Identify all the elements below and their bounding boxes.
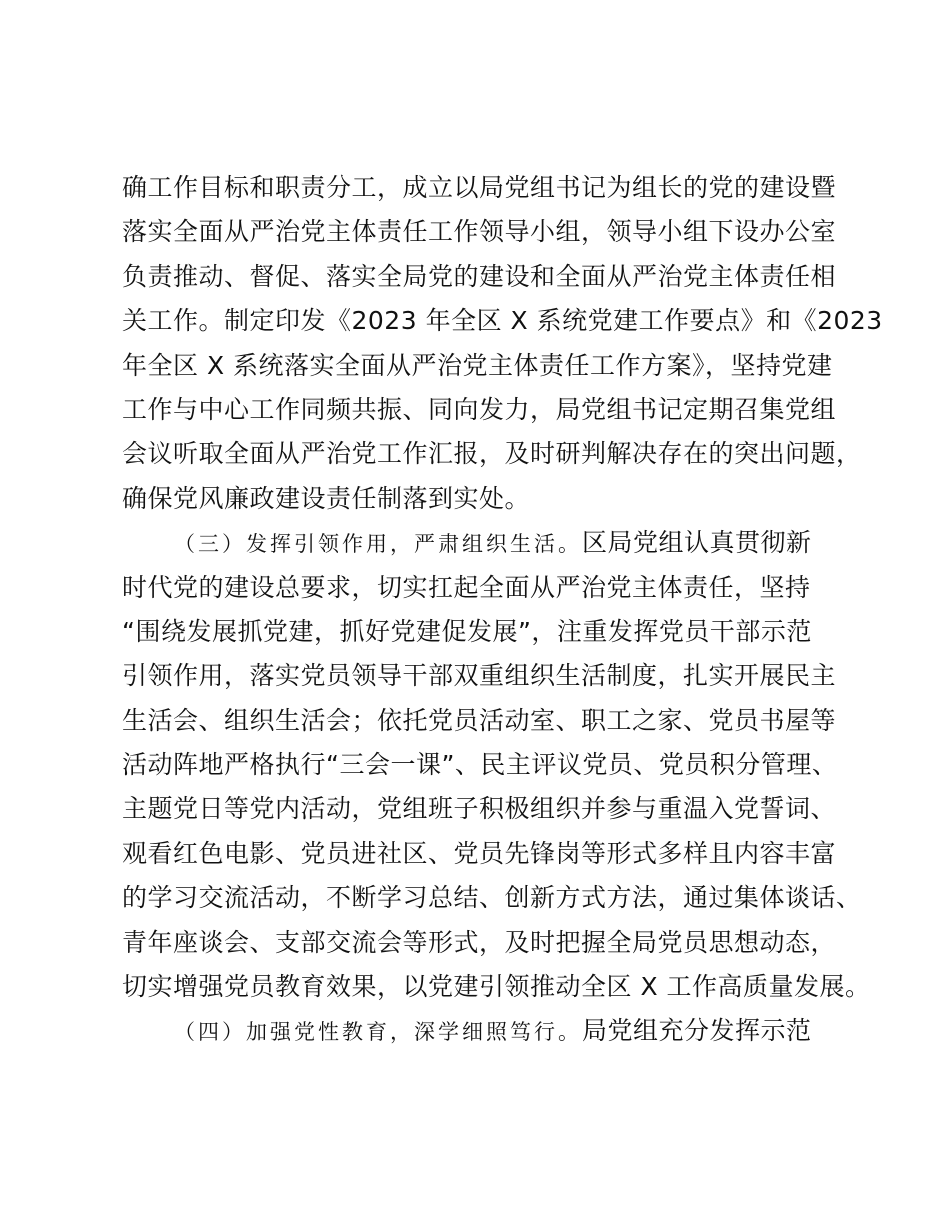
paragraph-line: 活动阵地严格执行“三会一课”、民主评议党员、党员积分管理、 [122,750,838,780]
section-3-heading: （三）发挥引领作用，严肃组织生活。 [174,532,582,557]
paragraph-line: 落实全面从严治党主体责任工作领导小组，领导小组下设办公室 [122,217,837,247]
paragraph-line: 关工作。制定印发《2023 年全区 X 系统党建工作要点》和《2023 [122,306,883,336]
paragraph-line: 生活会、组织生活会；依托党员活动室、职工之家、党员书屋等 [122,705,837,735]
paragraph-line: 时代党的建设总要求，切实扛起全面从严治党主体责任，坚持 [122,572,811,602]
paragraph-line: 切实增强党员教育效果，以党建引领推动全区 X 工作高质量发展。 [122,972,871,1002]
section-4-first-line-text: 局党组充分发挥示范 [582,1016,812,1046]
paragraph-line: 的学习交流活动，不断学习总结、创新方式方法，通过集体谈话、 [122,883,862,913]
paragraph-line: 年全区 X 系统落实全面从严治党主体责任工作方案》，坚持党建 [122,350,833,380]
document-body [122,166,883,1054]
paragraph-line: 确保党风廉政建设责任制落到实处。 [122,483,531,513]
paragraph-line: 主题党日等党内活动，党组班子积极组织并参与重温入党誓词、 [122,794,837,824]
paragraph-line: 工作与中心工作同频共振、同向发力，局党组书记定期召集党组 [122,394,837,424]
paragraph-line: 会议听取全面从严治党工作汇报，及时研判解决存在的突出问题， [122,439,862,469]
section-4-heading: （四）加强党性教育，深学细照笃行。 [174,1020,582,1045]
paragraph-line: 确工作目标和职责分工，成立以局党组书记为组长的党的建设暨 [122,173,837,202]
paragraph-line: 青年座谈会、支部交流会等形式，及时把握全局党员思想动态， [122,927,837,957]
section-3-first-line [122,521,842,565]
section-4-first-line [122,1009,842,1053]
paragraph-line: “围绕发展抓党建，抓好党建促发展”，注重发挥党员干部示范 [122,616,812,646]
paragraph-line: 引领作用，落实党员领导干部双重组织生活制度，扎实开展民主 [122,661,837,691]
paragraph-line: 观看红色电影、党员进社区、党员先锋岗等形式多样且内容丰富 [122,838,837,868]
paragraph-line: 负责推动、督促、落实全局党的建设和全面从严治党主体责任相 [122,261,837,291]
section-3-first-line-text: 区局党组认真贯彻新 [582,528,812,558]
